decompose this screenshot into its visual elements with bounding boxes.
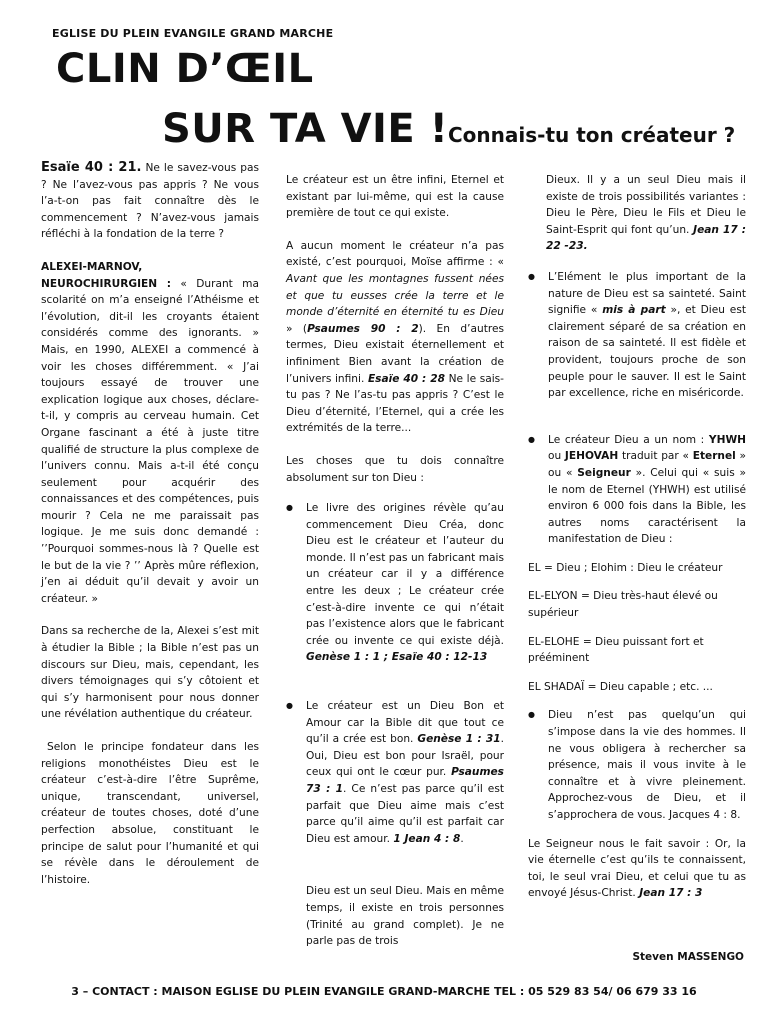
name-el-elohe: EL-ELOHE = Dieu puissant fort et prééminent: [528, 635, 704, 665]
paragraph-bible-study: Dans sa recherche de la, Alexei s’est mit à étudier la Bible ; la Bible n’est pas un discours sur Dieu, mais, cependant, les divers témoignages qui s’y côtoient et qui s’y harmonisent pour nous donner une révélation authentique du créateur.: [41, 625, 259, 721]
list-item: ● Le livre des origines révèle qu’au commencement Dieu Créa, donc Dieu est le créateur et l’auteur du monde. Il n’est pas un fabricant mais un créateur car il y a différence entre les deux ; Le créateur crée c’est-à-dire invente ce qui n’était pas l’existence alors que le fabricant crée ou invente ce qui existe déjà. Genèse 1 : 1 ; Esaïe 40 : 12-13: [286, 500, 504, 666]
list-item: ● Le créateur est un Dieu Bon et Amour car la Bible dit que tout ce qu’il a crée est bon. Genèse 1 : 31. Oui, Dieu est bon pour Israël, pour ceux qui ont le cœur pur. Psaumes 73 : 1. Ce n’est pas parce qu’il est parfait que Dieu aime mais c’est parce qu’il aime qu’il est parfait car Dieu est amour. 1 Jean 4 : 8.: [286, 698, 504, 847]
paragraph-monotheism: Selon le principe fondateur dans les religions monothéistes Dieu est le créateur c’est-à-dire l’être Suprême, unique, transcendant, universel, créateur de toutes choses, doté d’une perfection absolue, constituant le principe de salut pour l’humanité et qui se révèle dans le déroulement de l’histoire.: [41, 741, 259, 886]
paragraph-infinite: Le créateur est un être infini, Eternel et existant par lui-même, qui est la cause première de tout ce qui existe.: [286, 174, 504, 220]
list-item: ● L’Elément le plus important de la nature de Dieu est sa sainteté. Saint signifie « mis à part », et Dieu est clairement séparé de sa création en raison de sa sainteté. Il est fidèle et provident, toujours proche de son peuple pour le sauver. Il est le Saint par excellence, riche en miséricorde.: [528, 269, 746, 402]
bullet-list-2: [528, 269, 746, 548]
column-2: [286, 172, 504, 950]
list-item: ● Le créateur Dieu a un nom : YHWH ou JEHOVAH traduit par « Eternel » ou « Seigneur ». Celui qui « suis » le nom de Eternel (YHWH) est utilisé environ 6 000 fois dans la Bible, les autres noms caractérisent la manifestation de Dieu :: [528, 432, 746, 548]
name-el-shadai: EL SHADAÏ = Dieu capable ; etc. ...: [528, 680, 713, 693]
paragraph-must-know: Les choses que tu dois connaître absolument sur ton Dieu :: [286, 454, 504, 484]
paragraph-eternal-life: Le Seigneur nous le fait savoir : Or, la vie éternelle c’est qu’ils te connaissent, toi, le seul vrai Dieu, et celui que tu as envoyé Jésus-Christ. Jean 17 : 3: [528, 837, 746, 900]
column-3: [528, 172, 746, 902]
name-el: EL = Dieu ; Elohim : Dieu le créateur: [528, 561, 723, 574]
paragraph-trinity: Dieu est un seul Dieu. Mais en même temps, il existe en trois personnes (Trinité au grand complet). Je ne parle pas de trois: [306, 885, 504, 948]
testimony: ALEXEI-MARNOV, NEUROCHIRURGIEN : « Durant ma scolarité on m’a enseigné l’Athéisme et l’évolution, dit-il les croyants étaient considérés comme des ignorants. » Mais, en 1990, ALEXEI a commencé à voir les choses différemment. « J’ai toujours essayé de trouver une explication logique aux choses, déclare-t-il, y compris au cerveau humain. Cet Organe fascinant a été à juste titre qualifié de structure la plus complexe de l’univers connu. Mais a-t-il été conçu seulement pour acquérir des connaissances et des compétences, puis mourir ? Cela ne me paraissait pas logique. Je me suis donc demandé : ’’Pourquoi sommes-nous là ? Quelle est le but de la vie ? ’’ Après mûre réflexion, j’en ai déduit qu’il devait y avoir un créateur. »: [41, 260, 259, 605]
verse-ref: Esaïe 40 : 21.: [41, 160, 142, 175]
author-name: Steven MASSENGO: [632, 951, 744, 963]
column-1: [41, 160, 259, 888]
subtitle: Connais-tu ton créateur ?: [448, 123, 736, 147]
paragraph-eternal: A aucun moment le créateur n’a pas existé, c’est pourquoi, Moïse affirme : « Avant que les montagnes fussent nées et que tu eusses crée la terre et le monde d’éternité en éternité tu es Dieu » (Psaumes 90 : 2). En d’autres termes, Dieu existait éternellement et infiniment Bien avant la création de l’univers infini. Esaïe 40 : 28 Ne le sais-tu pas ? Ne l’as-tu pas appris ? C’est le Dieu d’éternité, l’Eternel, qui a crée les extrémités de la terre...: [286, 239, 505, 435]
paragraph-trinity-cont: Dieux. Il y a un seul Dieu mais il existe de trois possibilités variantes : Dieu le Père, Dieu le Fils et Dieu le Saint-Esprit qui font qu’un. Jean 17 : 22 -23.: [546, 174, 746, 253]
testimony-author: ALEXEI-MARNOV, NEUROCHIRURGIEN :: [41, 260, 172, 290]
name-el-elyon: EL-ELYON = Dieu très-haut élevé ou supérieur: [528, 590, 718, 620]
bullet-list-3: [528, 707, 746, 823]
title-line-2: SUR TA VIE !: [162, 106, 449, 152]
list-item: ● Dieu n’est pas quelqu’un qui s’impose dans la vie des hommes. Il ne vous obligera à rechercher sa présence, mais il vous invite à le connaître et à vivre pleinement. Approchez-vous de Dieu, et il s’approchera de vous. Jacques 4 : 8.: [528, 707, 746, 823]
intro-verse: Esaïe 40 : 21. Ne le savez-vous pas ? Ne l’avez-vous pas appris ? Ne vous l’a-t-on pas fait connaître dès le commencement ? N’avez-vous jamais réfléchi à la fondation de la terre ?: [41, 160, 259, 241]
title-line-1: CLIN D’ŒIL: [56, 46, 314, 92]
bullet-list-1: [286, 500, 504, 847]
church-name: EGLISE DU PLEIN EVANGILE GRAND MARCHE: [52, 27, 334, 40]
footer-contact: 3 – CONTACT : MAISON EGLISE DU PLEIN EVANGILE GRAND-MARCHE TEL : 05 529 83 54/ 06 679 33 16: [71, 985, 697, 998]
